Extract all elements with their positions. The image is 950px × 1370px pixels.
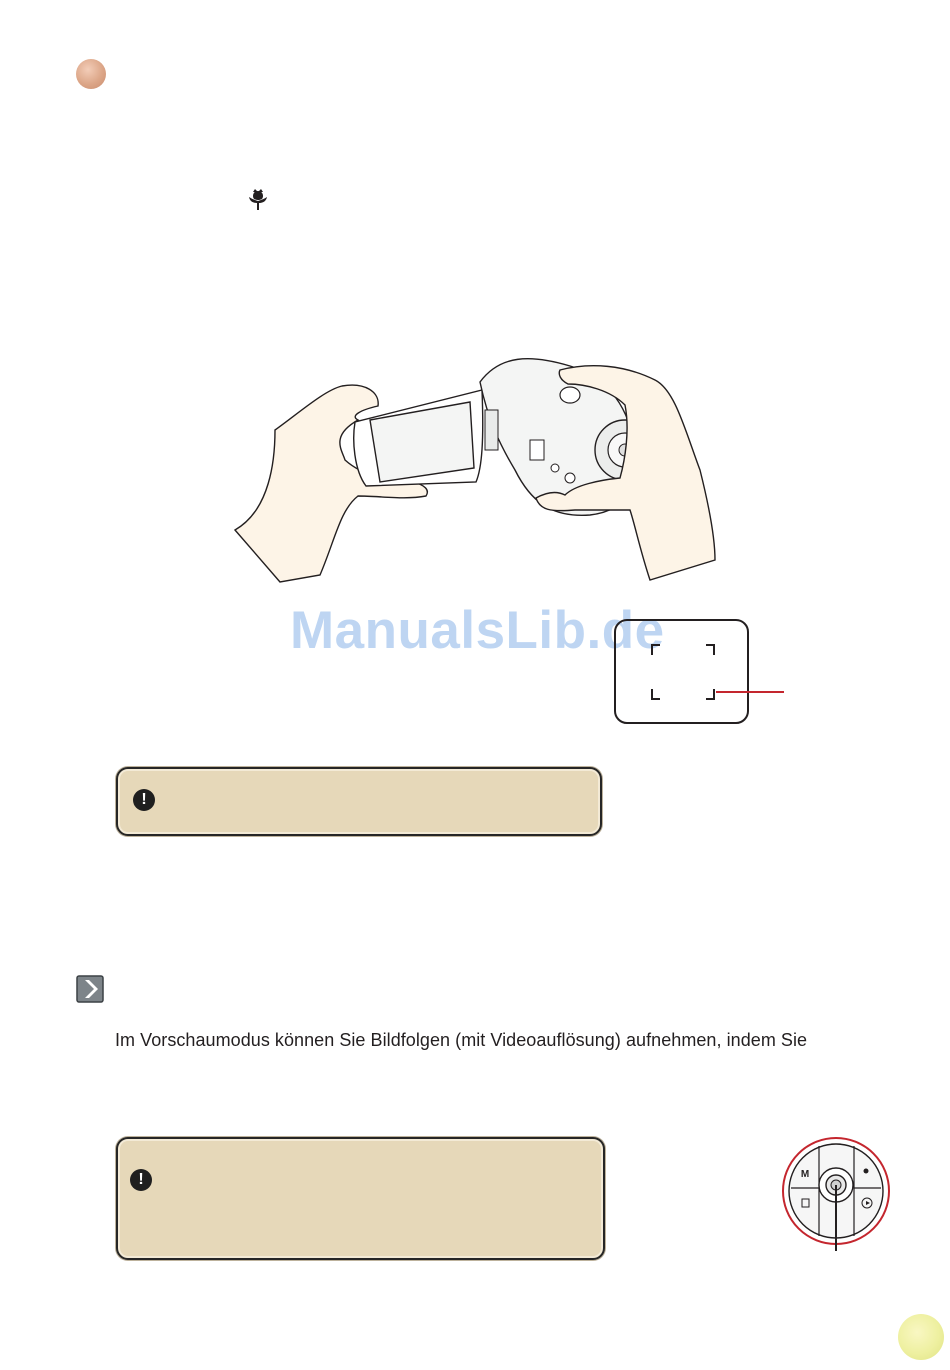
- macro-flower-icon: [246, 188, 270, 214]
- page-dot-icon: [898, 1314, 944, 1360]
- body-paragraph: Im Vorschaumodus können Sie Bildfolgen (mit Videoauflösung) aufnehmen, indem Sie: [115, 1030, 808, 1050]
- camcorder-hands-illustration: [230, 350, 720, 590]
- note-box-2: [116, 1137, 605, 1260]
- warning-exclamation-icon: !: [130, 1169, 152, 1191]
- tip-arrow-icon: [76, 975, 104, 1003]
- control-dial-diagram: [775, 1133, 895, 1258]
- watermark: ManualsLib.de: [290, 601, 665, 660]
- focus-frame-diagram: [612, 617, 792, 727]
- warning-exclamation-icon: !: [133, 789, 155, 811]
- section-dot-icon: [76, 59, 106, 89]
- note-box-1: [116, 767, 602, 836]
- dial-mode-label: M: [800, 1169, 810, 1180]
